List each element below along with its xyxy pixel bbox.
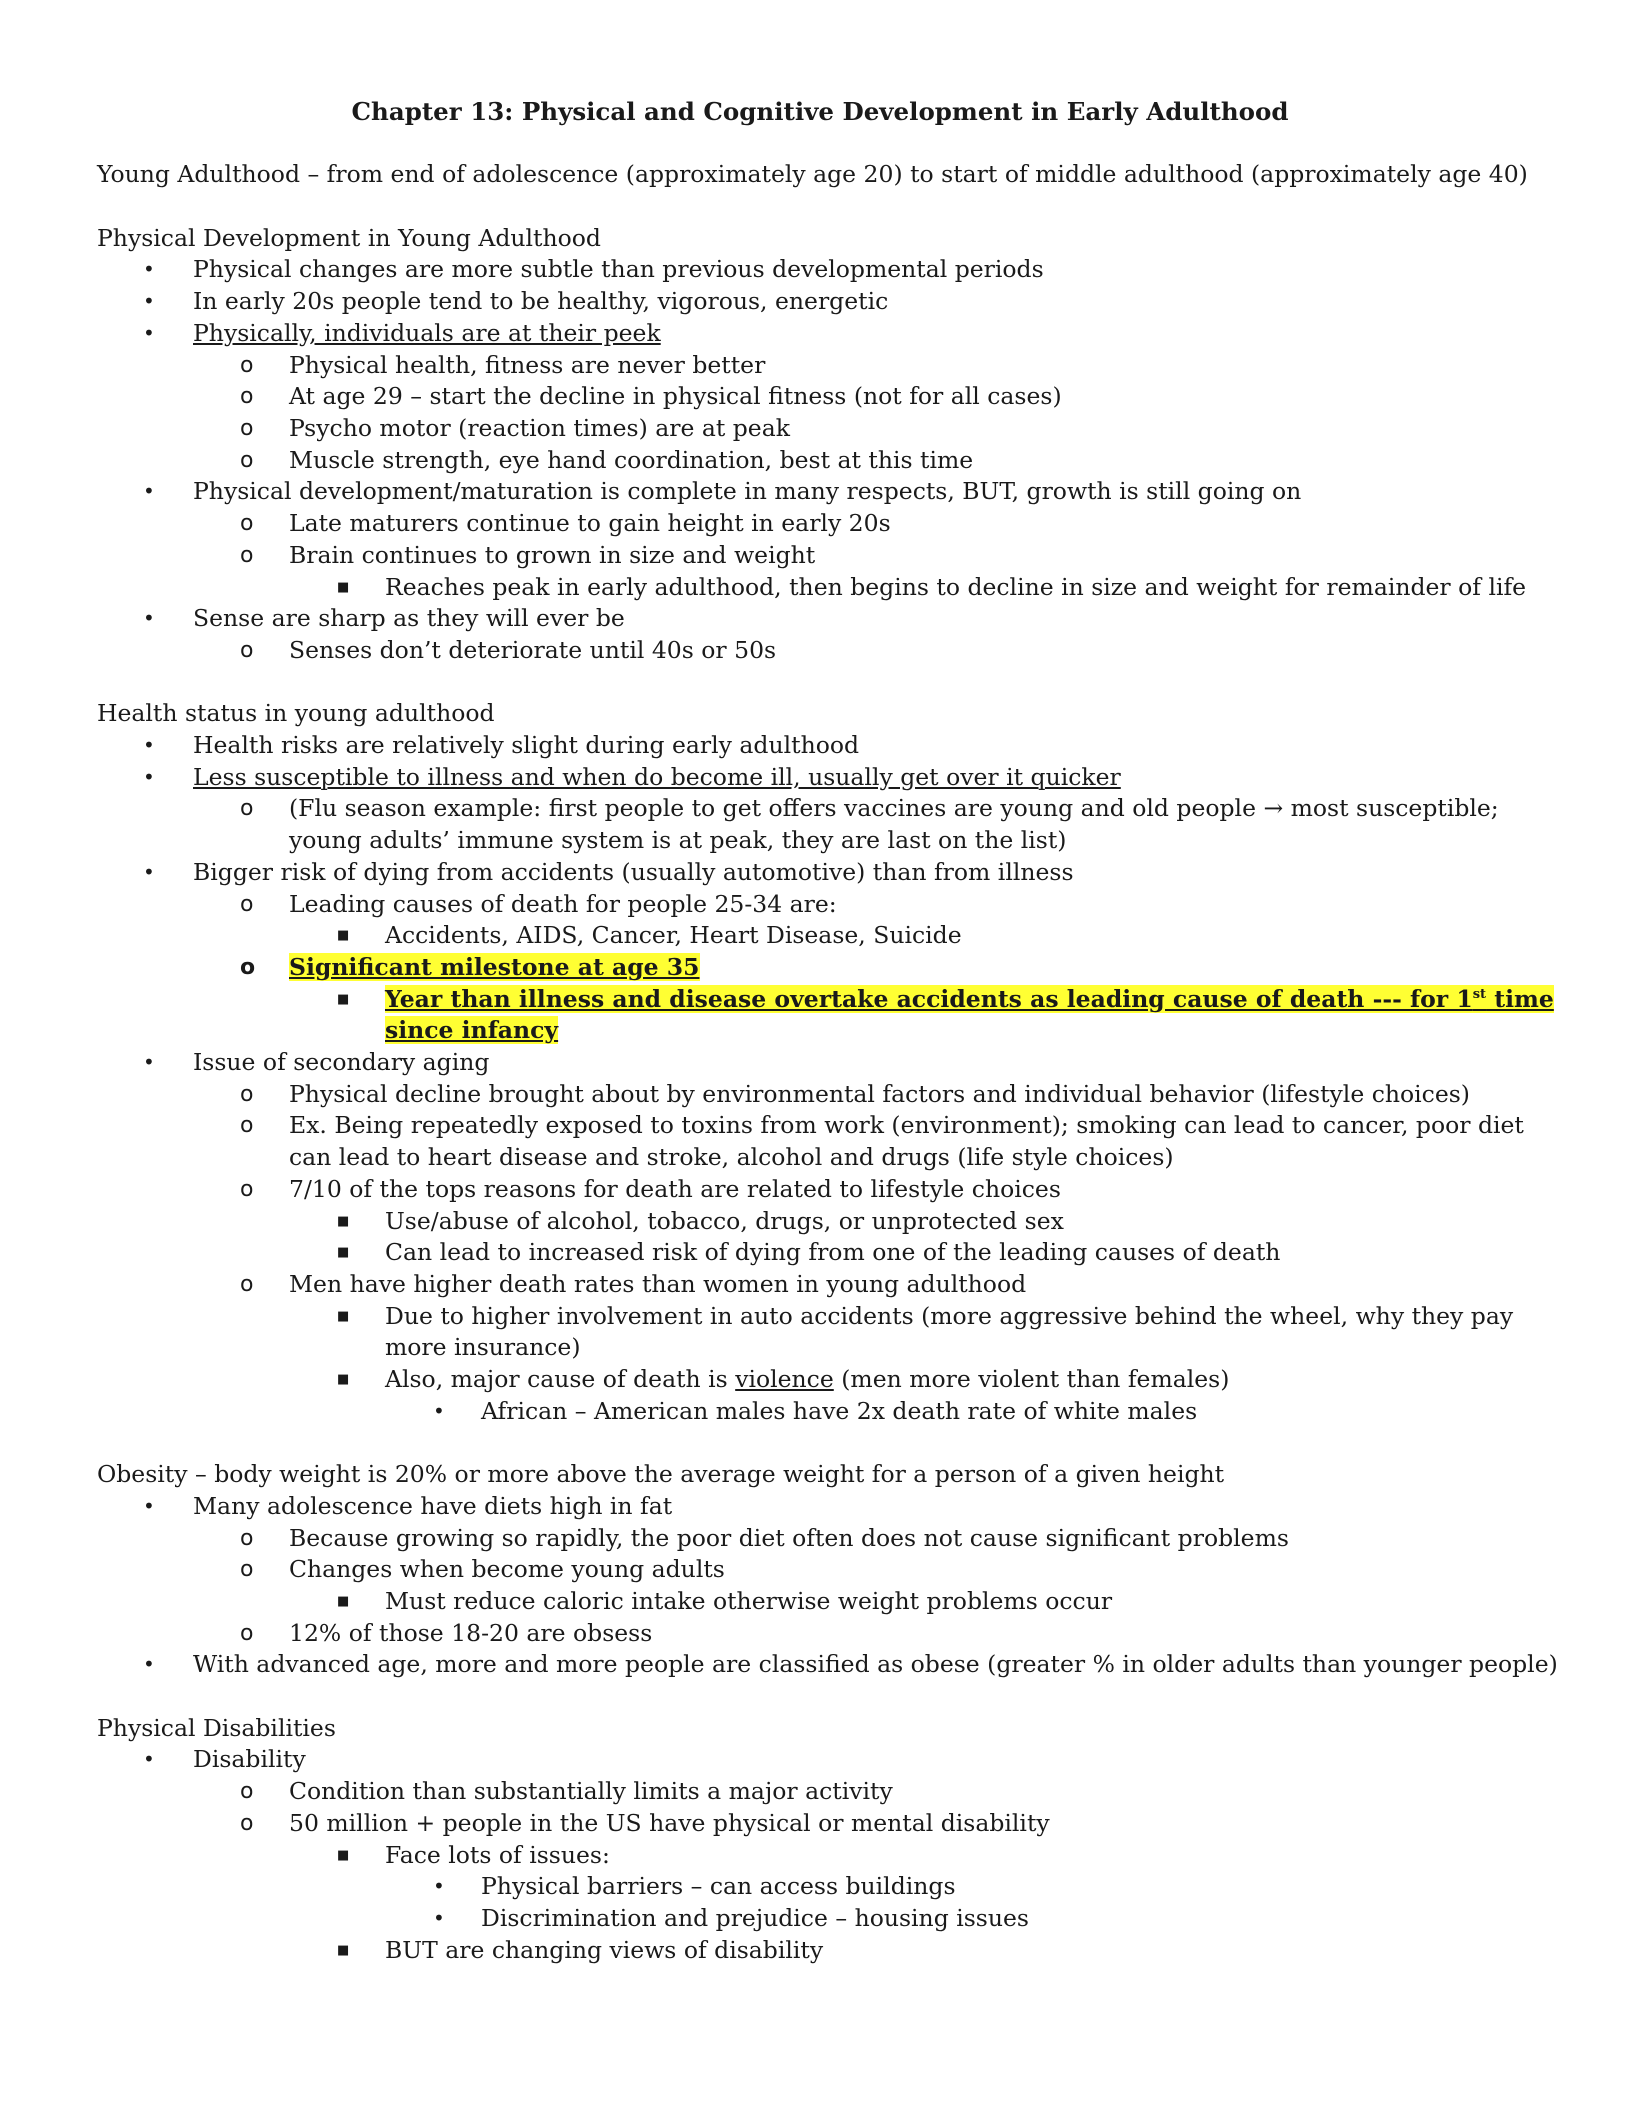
- list-item: o 50 million + people in the US have physical or mental disability: [240, 1808, 1050, 1837]
- disabilities-heading: Physical Disabilities: [97, 1713, 336, 1742]
- document-title: Chapter 13: Physical and Cognitive Development in Early Adulthood: [351, 97, 1289, 126]
- list-item: • Disability: [143, 1745, 306, 1774]
- physical-heading: Physical Development in Young Adulthood: [97, 223, 601, 252]
- list-item: o Because growing so rapidly, the poor diet often does not cause significant problems: [240, 1523, 1289, 1552]
- obesity-heading: Obesity – body weight is 20% or more above the average weight for a person of a given height: [97, 1460, 1225, 1489]
- list-item: ■ Also, major cause of death is violence (men more violent than females): [337, 1365, 1230, 1394]
- list-item: o (Flu season example: first people to get offers vaccines are young and old people → most susceptible; young adults’ immune system is at peak, they are last on the list): [240, 794, 1499, 855]
- list-item: • Physical development/maturation is complete in many respects, BUT, growth is still going on: [143, 477, 1302, 506]
- list-item: • Physical barriers – can access buildings: [433, 1872, 956, 1901]
- list-item: o Late maturers continue to gain height in early 20s: [240, 509, 891, 538]
- list-item: o Changes when become young adults: [240, 1555, 725, 1584]
- list-item: o 12% of those 18-20 are obsess: [240, 1618, 653, 1647]
- list-item: • African – American males have 2x death rate of white males: [433, 1396, 1198, 1425]
- disabilities-list: [97, 1744, 1560, 1966]
- list-item: • Bigger risk of dying from accidents (usually automotive) than from illness: [143, 857, 1074, 886]
- list-item: ■ Use/abuse of alcohol, tobacco, drugs, or unprotected sex: [337, 1206, 1064, 1235]
- list-item: • Issue of secondary aging: [143, 1048, 490, 1077]
- list-item: • Many adolescence have diets high in fat: [143, 1491, 673, 1520]
- list-item: ■ BUT are changing views of disability: [337, 1935, 824, 1964]
- list-item: ■ Must reduce caloric intake otherwise weight problems occur: [337, 1586, 1113, 1615]
- list-item: ■ Can lead to increased risk of dying from one of the leading causes of death: [337, 1238, 1281, 1267]
- list-item: o Senses don’t deteriorate until 40s or 50s: [240, 635, 777, 664]
- list-item: • Physical changes are more subtle than previous developmental periods: [143, 255, 1044, 284]
- physical-list: [97, 254, 1560, 666]
- list-item: • Health risks are relatively slight during early adulthood: [143, 731, 860, 760]
- list-item: • Less susceptible to illness and when do become ill, usually get over it quicker: [143, 762, 1121, 791]
- list-item: • In early 20s people tend to be healthy, vigorous, energetic: [143, 287, 889, 316]
- list-item: o Ex. Being repeatedly exposed to toxins from work (environment); smoking can lead to cancer, poor diet can lead to heart disease and stroke, alcohol and drugs (life style choices): [240, 1111, 1524, 1172]
- list-item: o Brain continues to grown in size and weight: [240, 540, 816, 569]
- list-item: ■ Face lots of issues:: [337, 1840, 610, 1869]
- health-list: [97, 730, 1560, 1427]
- obesity-list: [97, 1491, 1560, 1681]
- list-item-highlighted: o Significant milestone at age 35: [240, 952, 700, 981]
- list-item: • With advanced age, more and more people are classified as obese (greater % in older adults than younger people): [143, 1650, 1558, 1679]
- young-adulthood-definition: Young Adulthood – from end of adolescence (approximately age 20) to start of middle adulthood (approximately age 40): [97, 160, 1528, 189]
- list-item: • Sense are sharp as they will ever be: [143, 604, 625, 633]
- list-item: o At age 29 – start the decline in physical fitness (not for all cases): [240, 382, 1062, 411]
- list-item: o Physical health, fitness are never better: [240, 350, 766, 379]
- list-item: ■ Due to higher involvement in auto accidents (more aggressive behind the wheel, why they pay more insurance): [337, 1301, 1514, 1362]
- list-item: o Psycho motor (reaction times) are at peak: [240, 414, 790, 442]
- list-item-highlighted: ■ Year than illness and disease overtake accidents as leading cause of death --- for 1st time since infancy: [337, 984, 1554, 1045]
- health-heading: Health status in young adulthood: [97, 699, 495, 728]
- list-item: ■ Reaches peak in early adulthood, then begins to decline in size and weight for remainder of life: [337, 572, 1527, 601]
- list-item: o Men have higher death rates than women in young adulthood: [240, 1269, 1027, 1298]
- list-item: ■ Accidents, AIDS, Cancer, Heart Disease, Suicide: [337, 921, 962, 950]
- list-item: o 7/10 of the tops reasons for death are related to lifestyle choices: [240, 1174, 1061, 1203]
- list-item: o Leading causes of death for people 25-34 are:: [240, 889, 837, 918]
- list-item: o Condition than substantially limits a major activity: [240, 1777, 893, 1806]
- list-item: • Physically, individuals are at their peek: [143, 318, 661, 347]
- list-item: o Physical decline brought about by environmental factors and individual behavior (lifestyle choices): [240, 1079, 1470, 1108]
- list-item: o Muscle strength, eye hand coordination, best at this time: [240, 445, 974, 474]
- list-item: • Discrimination and prejudice – housing issues: [433, 1904, 1029, 1932]
